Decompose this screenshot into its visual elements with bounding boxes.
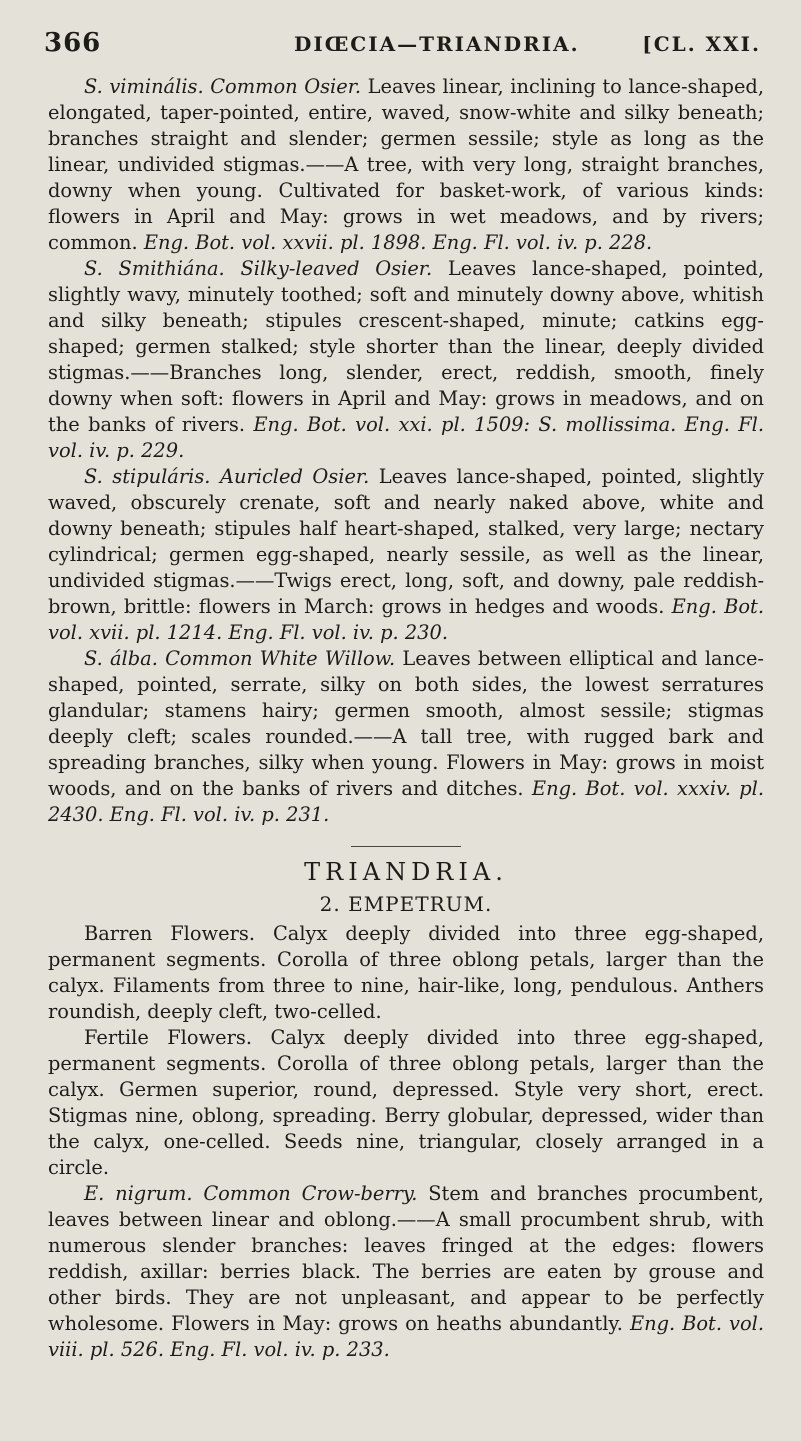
species-entry <box>48 74 764 256</box>
common-name: Common White Willow. <box>165 647 396 670</box>
species-references: Eng. Bot. vol. xxi. pl. 1509: S. mollissima. Eng. Fl. vol. iv. p. 229. <box>48 413 765 462</box>
species-entry <box>48 256 764 464</box>
species-description: Leaves between elliptical and lance-shaped, pointed, serrate, silky on both sides, the lowest serratures glandular; stamens hairy; germen smooth, almost sessile; stigmas deeply cleft; scales rounded.——A tall tree, with rugged bark and spreading branches, silky when young. Flowers in May: grows in moist woods, and on the banks of rivers and ditches. <box>48 647 764 800</box>
species-references: Eng. Bot. vol. viii. pl. 526. Eng. Fl. vol. iv. p. 233. <box>48 1312 764 1361</box>
species-entry <box>48 1181 764 1363</box>
species-references: Eng. Bot. vol. xxxiv. pl. 2430. Eng. Fl. vol. iv. p. 231. <box>48 777 764 826</box>
genus-text: Calyx deeply divided into three egg-shaped, permanent segments. Corolla of three oblong petals, larger than the calyx. Filaments from three to nine, hair-like, long, pendulous. Anthers roundish, deeply cleft, two-celled. <box>48 922 764 1023</box>
genus-lead: Barren Flowers. <box>84 922 256 945</box>
genus-text: Calyx deeply divided into three egg-shaped, permanent segments. Corolla of three oblong petals, larger than the calyx. Germen superior, round, depressed. Style very short, erect. Stigmas nine, oblong, spreading. Berry globular, depressed, wider than the calyx, one-celled. Seeds nine, triangular, closely arranged in a circle. <box>48 1026 764 1179</box>
running-title: DIŒCIA—TRIANDRIA. <box>294 32 580 56</box>
genus-title: 2. EMPETRUM. <box>319 892 493 916</box>
page-body <box>48 74 764 1363</box>
species-description: Leaves linear, inclining to lance-shaped, elongated, taper-pointed, entire, waved, snow-white and silky beneath; branches straight and slender; germen sessile; style as long as the linear, undivided stigmas.——A tree, with very long, straight branches, downy when young. Cultivated for basket-work, of various kinds: flowers in April and May: grows in wet meadows, and by rivers; common. <box>48 75 764 254</box>
class-label: [CL. XXI. <box>642 32 761 56</box>
page-number: 366 <box>44 28 102 58</box>
species-entry <box>48 464 764 646</box>
species-entry <box>48 646 764 828</box>
species-references: Eng. Bot. vol. xxvii. pl. 1898. Eng. Fl. vol. iv. p. 228. <box>143 231 653 254</box>
species-description: Leaves lance-shaped, pointed, slightly waved, obscurely crenate, soft and nearly naked above, white and downy beneath; stipules half heart-shaped, stalked, very large; nectary cylindrical; germen egg-shaped, nearly sessile, as well as the linear, undivided stigmas.——Twigs erect, long, soft, and downy, pale reddish-brown, brittle: flowers in March: grows in hedges and woods. <box>48 465 764 618</box>
common-name: Common Crow-berry. <box>203 1182 418 1205</box>
section-title: TRIANDRIA. <box>304 858 508 886</box>
species-description: Leaves lance-shaped, pointed, slightly wavy, minutely toothed; soft and minutely downy above, whitish and silky beneath; stipules crescent-shaped, minute; catkins egg-shaped; germen stalked; style shorter than the linear, deeply divided stigmas.——Branches long, slender, erect, reddish, smooth, finely downy when soft: flowers in April and May: grows in meadows, and on the banks of rivers. <box>48 257 764 436</box>
species-name: E. nigrum. <box>84 1182 193 1205</box>
species-name: S. álba. <box>84 647 158 670</box>
species-name: S. Smithiána. <box>84 257 225 280</box>
genus-lead: Fertile Flowers. <box>84 1026 253 1049</box>
section-divider <box>351 846 461 847</box>
species-name: S. viminális. <box>84 75 204 98</box>
running-header <box>44 28 761 60</box>
species-description: Stem and branches procumbent, leaves between linear and oblong.——A small procumbent shrub, with numerous slender branches: leaves fringed at the edges: flowers reddish, axillar: berries black. The berries are eaten by grouse and other birds. They are not unpleasant, and appear to be perfectly wholesome. Flowers in May: grows on heaths abundantly. <box>48 1182 764 1335</box>
genus-description <box>48 921 764 1025</box>
common-name: Auricled Osier. <box>219 465 370 488</box>
species-name: S. stipuláris. <box>84 465 211 488</box>
common-name: Silky-leaved Osier. <box>240 257 433 280</box>
species-references: Eng. Bot. vol. xvii. pl. 1214. Eng. Fl. vol. iv. p. 230. <box>48 595 764 644</box>
genus-description <box>48 1025 764 1181</box>
common-name: Common Osier. <box>210 75 362 98</box>
